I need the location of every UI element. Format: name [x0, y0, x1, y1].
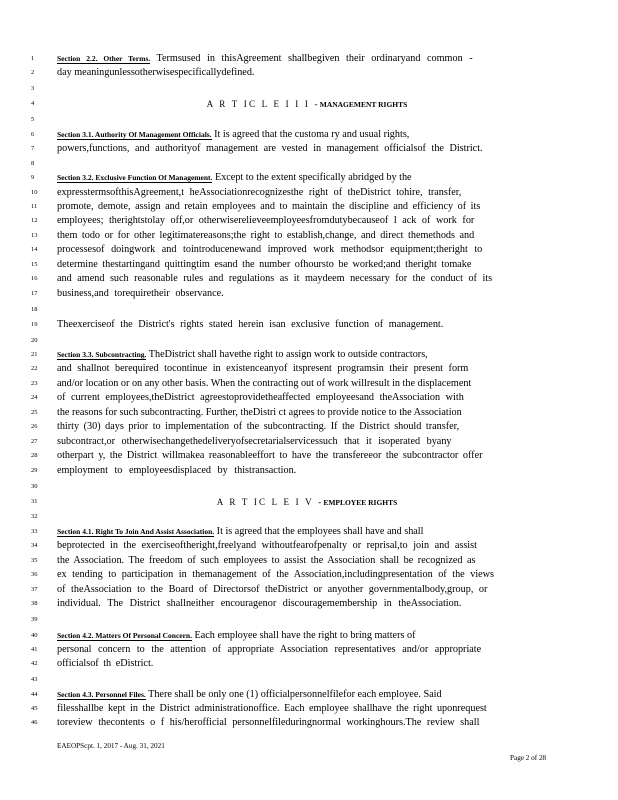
- line-number: 46: [31, 719, 38, 726]
- text-line: [57, 688, 557, 702]
- line-number: 21: [31, 351, 38, 358]
- line-number: 1: [31, 55, 35, 62]
- line-number: 17: [31, 290, 38, 297]
- line-number: 2: [31, 69, 35, 76]
- text-line: of current employees,theDistrict agreestoprovidetheaffected employeesand theAssociation with: [57, 392, 464, 403]
- text-line: the Association. The freedom of such employees to assist the Association shall be recognized as: [57, 555, 476, 566]
- text-line: toreview thecontents o f his/herofficial personnelfileduringnormal workinghours.The review shall: [57, 717, 480, 728]
- line-number: 44: [31, 691, 38, 698]
- line-text: It is agreed that the customa ry and usual rights,: [211, 129, 410, 140]
- line-number: 22: [31, 365, 38, 372]
- text-line: employment to employeesdisplaced by thistransaction.: [57, 465, 297, 476]
- footer-contract-dates: EAEOPScpt. 1, 2017 - Aug. 31, 2021: [57, 742, 165, 750]
- text-line: otherpart y, the District willmakea reasonableeffort to have the transfereeor the subcontractor offer: [57, 450, 483, 461]
- text-line: business,and torequiretheir observance.: [57, 288, 224, 299]
- line-number: 3: [31, 85, 35, 92]
- line-number: 16: [31, 275, 38, 282]
- line-number: 39: [31, 616, 38, 623]
- line-number: 37: [31, 586, 38, 593]
- line-number: 14: [31, 246, 38, 253]
- line-number: 26: [31, 423, 38, 430]
- text-line: subcontract,or otherwisechangethedeliveryofsecretarialservicessuch that it isoperated byany: [57, 436, 452, 447]
- line-number: 19: [31, 321, 38, 328]
- line-number: 41: [31, 646, 38, 653]
- article-heading: [57, 495, 557, 509]
- line-number: 36: [31, 571, 38, 578]
- line-number: 24: [31, 394, 38, 401]
- line-number: 29: [31, 467, 38, 474]
- text-line: expresstermsofthisAgreement,t heAssociationrecognizesthe right of theDistrict tohire, transfer,: [57, 187, 462, 198]
- text-line: [57, 629, 557, 643]
- text-line: [57, 52, 557, 66]
- article-subtitle: MANAGEMENT RIGHTS: [319, 100, 408, 109]
- line-number: 13: [31, 232, 38, 239]
- text-line: thirty (30) days prior to implementation of the subcontracting. If the District should transfer,: [57, 421, 460, 432]
- line-number: 35: [31, 557, 38, 564]
- text-line: filesshallbe kept in the District administrationoffice. Each employee shallhave the right uponrequest: [57, 703, 487, 714]
- page-number: Page 2 of 28: [510, 754, 547, 762]
- line-number: 31: [31, 498, 38, 505]
- text-line: and/or location or on any other basis. When the contracting out of work willresult in the displacement: [57, 378, 472, 389]
- line-text: Termsused in thisAgreement shallbegiven their ordinaryand common -: [150, 53, 473, 64]
- text-line: [57, 128, 557, 142]
- line-number: 4: [31, 100, 35, 107]
- line-number: 20: [31, 337, 38, 344]
- line-text: It is agreed that the employees shall have and shall: [214, 526, 424, 537]
- section-heading: Section 4.2. Matters Of Personal Concern.: [57, 631, 192, 640]
- line-number: 43: [31, 676, 38, 683]
- line-number: 6: [31, 131, 35, 138]
- text-line: [57, 525, 557, 539]
- line-number: 30: [31, 483, 38, 490]
- text-line: determine thestartingand quittingtim esand the number ofhoursto be worked;and theright tomake: [57, 259, 472, 270]
- line-number: 15: [31, 261, 38, 268]
- line-number: 33: [31, 528, 38, 535]
- text-line: individual. The District shallneither encouragenor discouragemembership in theAssociation.: [57, 598, 462, 609]
- text-line: beprotected in the exerciseoftheright,freelyand withoutfearofpenalty or reprisal,to join and assist: [57, 540, 477, 551]
- section-heading: Section 4.3. Personnel Files.: [57, 690, 146, 699]
- line-number: 32: [31, 513, 38, 520]
- text-line: [57, 348, 557, 362]
- line-number: 28: [31, 452, 38, 459]
- line-number: 27: [31, 438, 38, 445]
- text-line: [57, 171, 557, 185]
- text-line: promote, demote, assign and retain employees and to maintain the discipline and efficiency of its: [57, 201, 481, 212]
- text-line: the reasons for such subcontracting. Further, theDistri ct agrees to provide notice to the Association: [57, 407, 462, 418]
- line-number: 23: [31, 380, 38, 387]
- section-heading: Section 4.1. Right To Join And Assist Association.: [57, 527, 215, 536]
- text-line: and amend such reasonable rules and regulations as it maydeem necessary for the conduct of its: [57, 273, 493, 284]
- article-title: A R T IC L E I V -: [216, 497, 324, 507]
- text-line: powers,functions, and authorityof management are vested in management officialsof the District.: [57, 143, 483, 154]
- line-number: 18: [31, 306, 38, 313]
- section-heading: Section 3.1. Authority Of Management Officials.: [57, 130, 212, 139]
- line-number: 45: [31, 705, 38, 712]
- line-number: 7: [31, 145, 35, 152]
- line-number: 25: [31, 409, 38, 416]
- line-number: 34: [31, 542, 38, 549]
- text-line: and shallnot berequired tocontinue in existenceanyof itspresent programsin their present form: [57, 363, 469, 374]
- line-number: 8: [31, 160, 35, 167]
- section-heading: Section 3.2. Exclusive Function Of Management.: [57, 173, 213, 182]
- text-line: processesof doingwork and tointroducenewand improved work methodsor equipment;theright to: [57, 244, 483, 255]
- text-line: Theexerciseof the District's rights stated herein isan exclusive function of management.: [57, 319, 444, 330]
- line-text: There shall be only one (1) officialpersonnelfilefor each employee. Said: [145, 689, 442, 700]
- text-line: ex tending to participation in themanagement of the Association,includingpresentation of the views: [57, 569, 495, 580]
- line-text: TheDistrict shall havethe right to assign work to outside contractors,: [146, 349, 428, 360]
- article-subtitle: EMPLOYEE RIGHTS: [323, 498, 398, 507]
- text-line: of theAssociation to the Board of Directorsof theDistrict or anyother governmentalbody,group, or: [57, 584, 488, 595]
- line-text: Each employee shall have the right to bring matters of: [191, 630, 416, 641]
- section-heading: Section 3.3. Subcontracting.: [57, 350, 147, 359]
- line-number: 11: [31, 203, 38, 210]
- line-number: 10: [31, 189, 38, 196]
- line-text: Except to the extent specifically abridged by the: [212, 172, 412, 183]
- text-line: employees; therightstolay off,or otherwiserelieveemployeesfromdutybecauseof l ack of work for: [57, 215, 475, 226]
- text-line: officialsof th eDistrict.: [57, 658, 154, 669]
- line-number: 5: [31, 116, 35, 123]
- line-number: 9: [31, 174, 35, 181]
- text-line: day meaningunlessotherwisespecificallydefined.: [57, 67, 255, 78]
- line-number: 38: [31, 600, 38, 607]
- article-heading: [57, 97, 557, 111]
- line-number: 42: [31, 660, 38, 667]
- text-line: personal concern to the attention of appropriate Association representatives and/or appropriate: [57, 644, 482, 655]
- line-number: 40: [31, 632, 38, 639]
- text-line: them todo or for other legitimatereasons;the right to establish,change, and direct themethods and: [57, 230, 475, 241]
- section-heading: Section 2.2. Other Terms.: [57, 54, 151, 63]
- line-number: 12: [31, 217, 38, 224]
- article-title: A R T IC L E I I I -: [206, 99, 320, 109]
